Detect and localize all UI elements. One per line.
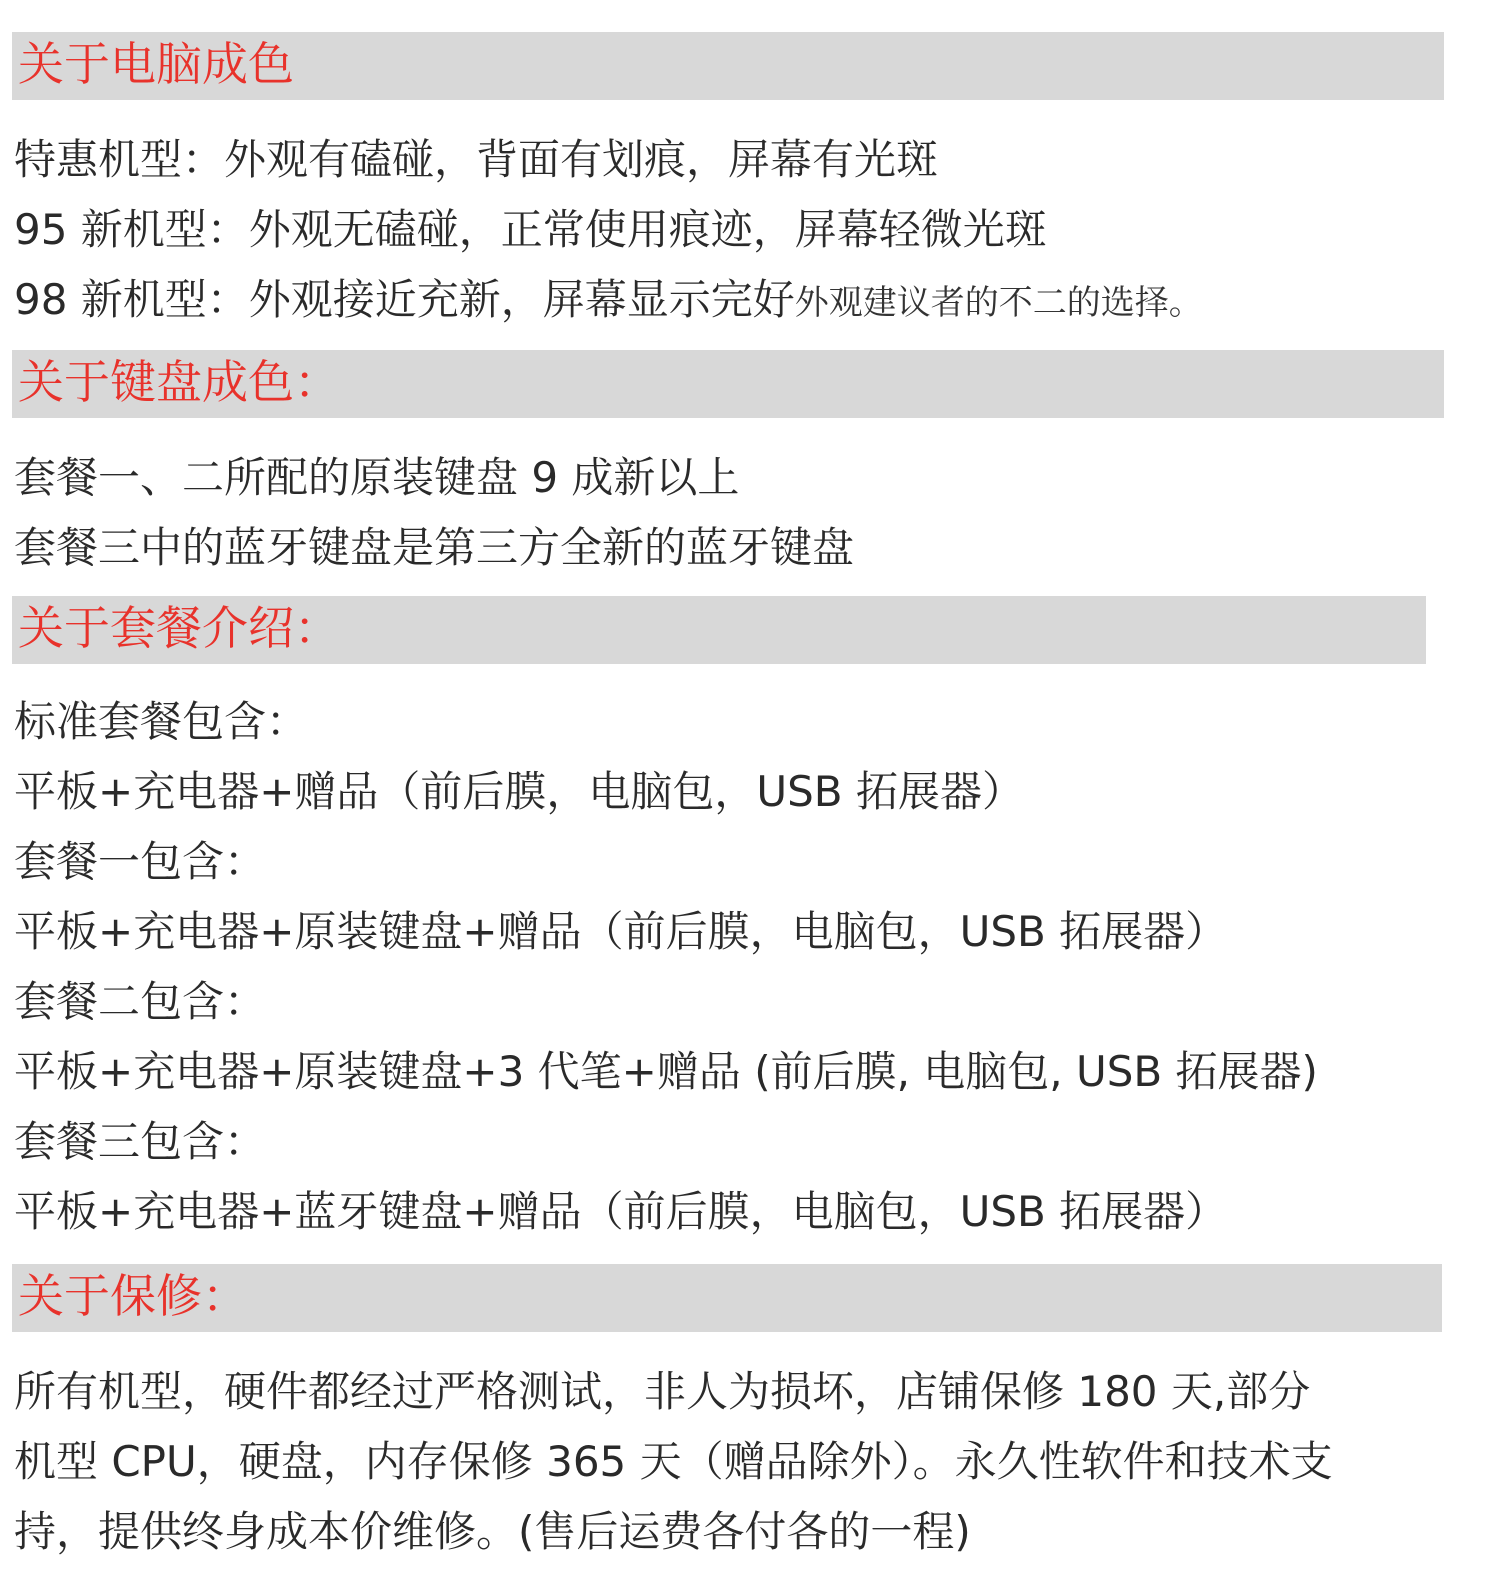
section-title-warranty: 关于保修： [18,1269,248,1323]
condition-line-98-main: 98 新机型：外观接近充新，屏幕显示完好 [14,275,795,324]
package-1-label: 套餐一包含： [14,837,267,886]
condition-line-95: 95 新机型：外观无磕碰，正常使用痕迹，屏幕轻微光斑 [14,205,1047,254]
condition-line-98-tail: 外观建议者的不二的选择。 [794,283,1203,323]
warranty-line-3: 持，提供终身成本价维修。(售后运费各付各的一程) [14,1507,971,1556]
section-heading-keyboard [12,350,1444,418]
package-1-contents: 平板+充电器+原装键盘+赠品（前后膜，电脑包，USB 拓展器） [14,907,1228,956]
keyboard-line-1: 套餐一、二所配的原装键盘 9 成新以上 [14,453,740,502]
condition-line-special: 特惠机型：外观有磕碰，背面有划痕，屏幕有光斑 [14,135,939,184]
section-title-packages: 关于套餐介绍： [18,601,340,655]
warranty-line-2: 机型 CPU，硬盘，内存保修 365 天（赠品除外）。永久性软件和技术支 [14,1437,1333,1486]
section-heading-condition [12,32,1444,100]
section-title-keyboard: 关于键盘成色： [18,355,340,409]
package-standard-contents: 平板+充电器+赠品（前后膜，电脑包，USB 拓展器） [14,767,1024,816]
condition-line-98 [14,272,1203,331]
section-title-condition: 关于电脑成色 [18,37,294,91]
package-2-contents: 平板+充电器+原装键盘+3 代笔+赠品 (前后膜, 电脑包, USB 拓展器) [14,1047,1318,1096]
package-2-label: 套餐二包含： [14,977,267,1026]
section-heading-packages [12,596,1426,664]
package-3-label: 套餐三包含： [14,1117,267,1166]
keyboard-line-2: 套餐三中的蓝牙键盘是第三方全新的蓝牙键盘 [14,523,855,572]
warranty-line-1: 所有机型，硬件都经过严格测试，非人为损坏，店铺保修 180 天,部分 [14,1367,1311,1416]
package-3-contents: 平板+充电器+蓝牙键盘+赠品（前后膜，电脑包，USB 拓展器） [14,1187,1228,1236]
package-standard-label: 标准套餐包含： [14,697,309,746]
section-heading-warranty [12,1264,1442,1332]
